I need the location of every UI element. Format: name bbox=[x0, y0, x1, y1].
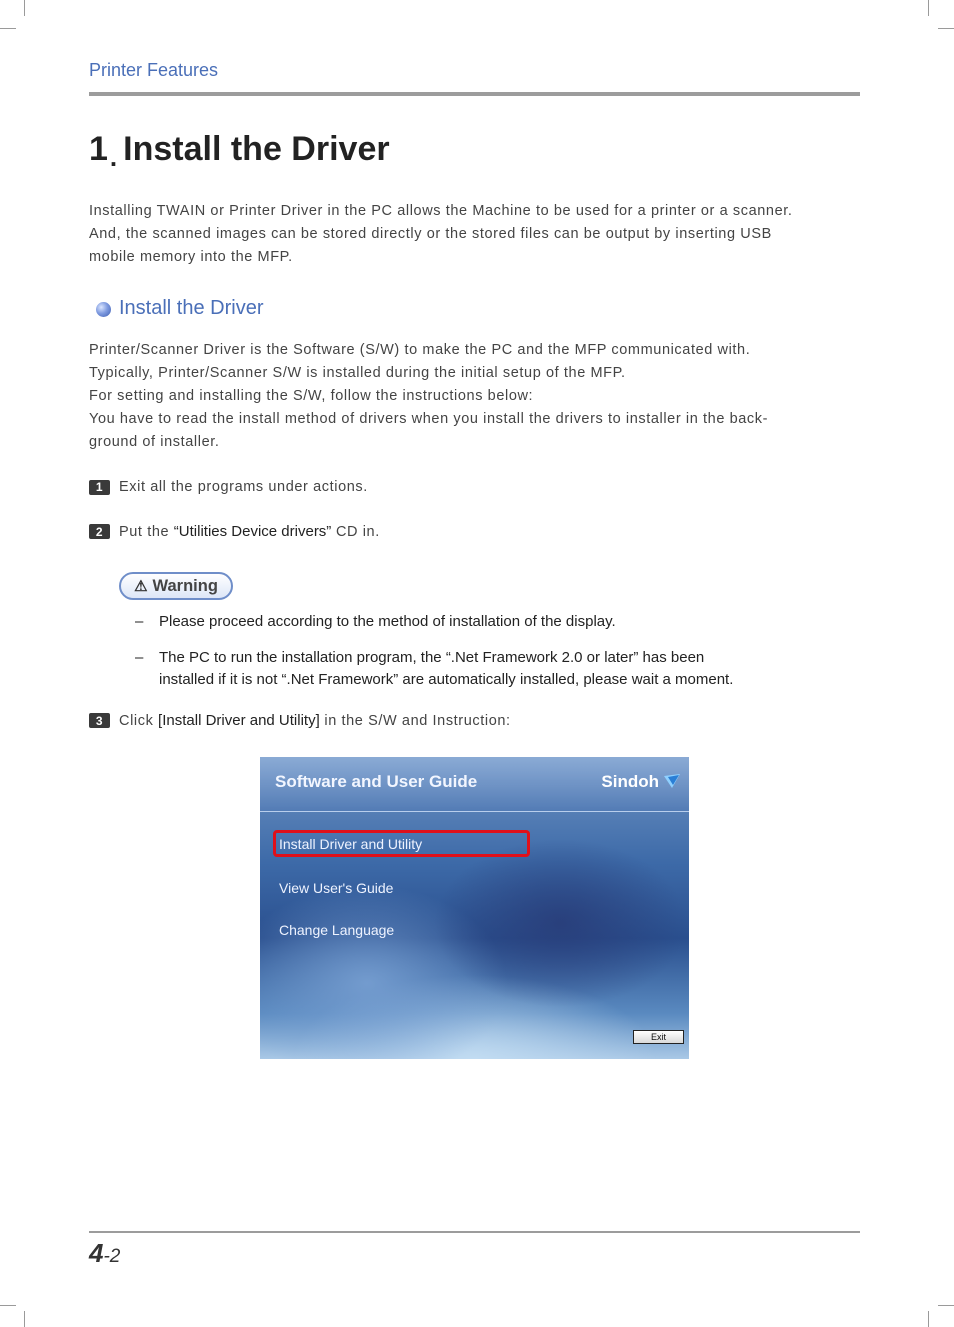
section-body-line: Typically, Printer/Scanner S/W is installed during the initial setup of the MFP. bbox=[89, 365, 626, 381]
header-section-label: Printer Features bbox=[89, 60, 219, 80]
crop-mark bbox=[938, 1305, 954, 1306]
crop-mark bbox=[24, 1311, 25, 1327]
step-text: Exit all the programs under actions. bbox=[119, 479, 368, 495]
chapter-title-text: Install the Driver bbox=[123, 130, 390, 168]
section-heading bbox=[96, 295, 264, 321]
crop-mark bbox=[24, 0, 25, 16]
crop-mark bbox=[938, 28, 954, 29]
chapter-title bbox=[89, 130, 390, 173]
installer-brand: Sindoh bbox=[601, 772, 659, 791]
page-number-sub: -2 bbox=[103, 1246, 121, 1267]
footer-rule bbox=[89, 1231, 860, 1233]
step-text-prefix: Click bbox=[119, 712, 159, 729]
step-number-badge: 3 bbox=[89, 713, 110, 728]
intro-line: And, the scanned images can be stored directly or the stored files can be output by inserting USB bbox=[89, 226, 772, 242]
crop-mark bbox=[928, 1311, 929, 1327]
step-text-strong: [Install Driver and Utility] bbox=[158, 712, 320, 729]
section-title: Install the Driver bbox=[119, 296, 264, 319]
section-body-line: You have to read the install method of drivers when you install the drivers to installer in the back- bbox=[89, 411, 769, 427]
warning-badge bbox=[119, 572, 233, 600]
section-body-line: Printer/Scanner Driver is the Software (S/W) to make the PC and the MFP communicated with. bbox=[89, 342, 751, 358]
chapter-number: 1 bbox=[89, 130, 108, 168]
section-body bbox=[89, 339, 864, 454]
menu-item-change-language[interactable]: Change Language bbox=[279, 922, 395, 938]
exit-button[interactable]: Exit bbox=[633, 1030, 684, 1044]
step-text-prefix: Put the bbox=[119, 523, 174, 540]
sindoh-logo-icon bbox=[663, 773, 681, 789]
step-3 bbox=[89, 712, 511, 729]
installer-screenshot bbox=[260, 757, 689, 1059]
warning-dash: – bbox=[135, 613, 144, 630]
menu-item-install-driver[interactable]: Install Driver and Utility bbox=[279, 836, 423, 852]
section-body-line: For setting and installing the S/W, follow the instructions below: bbox=[89, 388, 534, 404]
intro-line: Installing TWAIN or Printer Driver in the PC allows the Machine to be used for a printer or a scanner. bbox=[89, 203, 793, 219]
warning-triangle-icon: ⚠ bbox=[134, 578, 148, 595]
crop-mark bbox=[928, 0, 929, 16]
page-number bbox=[89, 1238, 120, 1269]
step-number-badge: 2 bbox=[89, 524, 110, 539]
chapter-dot: . bbox=[109, 142, 118, 172]
blue-ball-bullet-icon bbox=[96, 302, 111, 317]
warning-dash: – bbox=[135, 649, 144, 666]
crop-mark bbox=[0, 1305, 16, 1306]
step-2 bbox=[89, 523, 380, 540]
warning-item bbox=[135, 611, 835, 633]
warning-text: Please proceed according to the method of installation of the display. bbox=[159, 613, 616, 630]
warning-text-line: installed if it is not “.Net Framework” are automatically installed, please wait a moment. bbox=[159, 671, 734, 688]
installer-title: Software and User Guide bbox=[275, 772, 478, 791]
intro-line: mobile memory into the MFP. bbox=[89, 249, 293, 265]
step-number-badge: 1 bbox=[89, 480, 110, 495]
crop-mark bbox=[0, 28, 16, 29]
warning-item bbox=[135, 647, 835, 691]
section-body-line: ground of installer. bbox=[89, 434, 220, 450]
warning-text-line: The PC to run the installation program, the “.Net Framework 2.0 or later” has been bbox=[159, 649, 705, 666]
step-text-suffix: in the S/W and Instruction: bbox=[319, 712, 511, 729]
step-text-suffix: CD in. bbox=[331, 523, 380, 540]
intro-paragraph bbox=[89, 200, 864, 269]
step-text-strong: “Utilities Device drivers” bbox=[173, 523, 332, 540]
header-rule bbox=[89, 92, 860, 96]
page-number-main: 4 bbox=[89, 1238, 104, 1268]
menu-item-view-guide[interactable]: View User's Guide bbox=[279, 880, 394, 896]
step-1 bbox=[89, 479, 368, 495]
warning-label: Warning bbox=[152, 576, 218, 595]
